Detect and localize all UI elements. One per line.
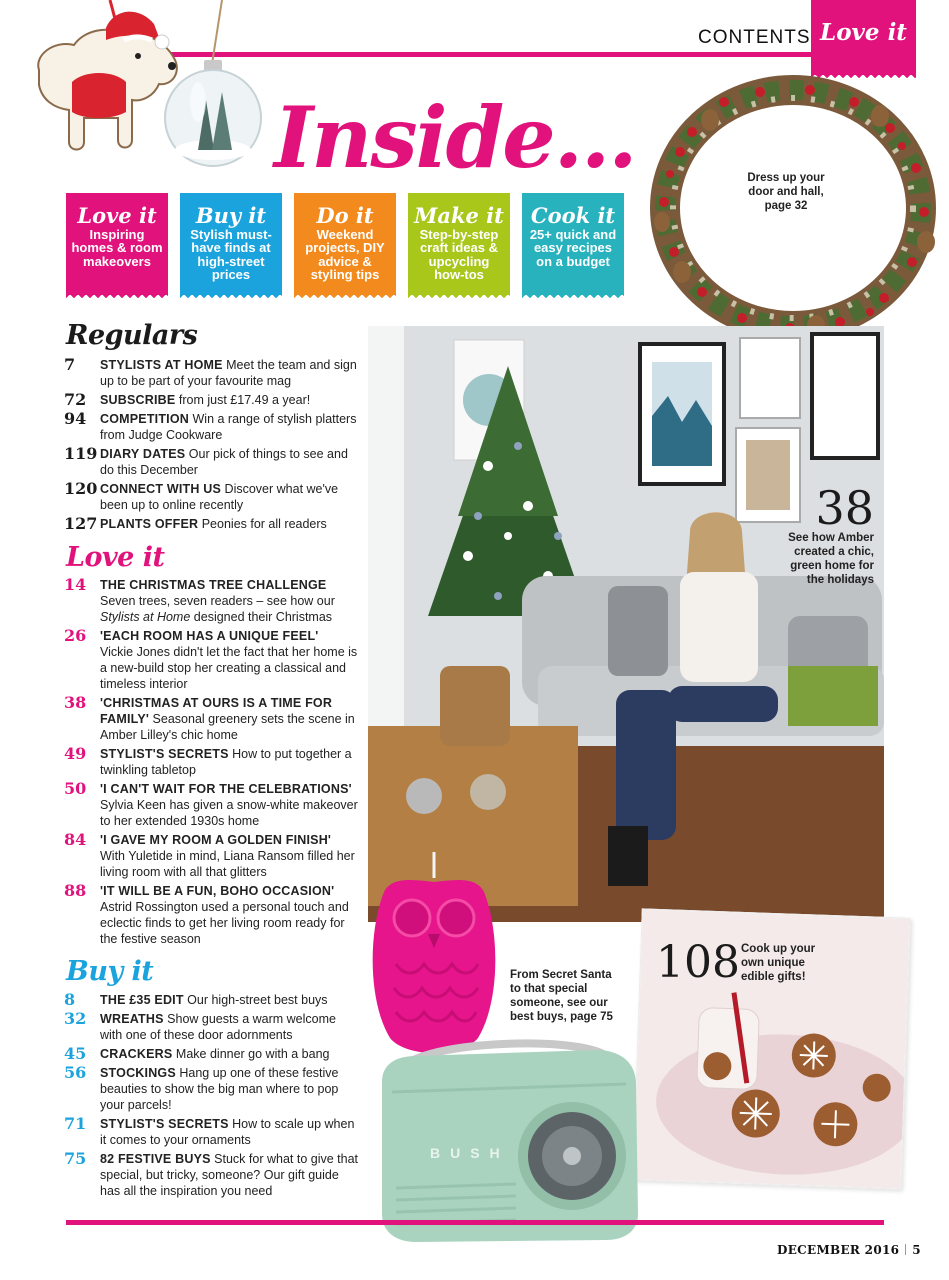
item-heading: 'I GAVE MY ROOM A GOLDEN FINISH' <box>100 833 332 847</box>
section-heading-regulars: Regulars <box>66 320 198 351</box>
item-heading: PLANTS OFFER <box>100 517 199 531</box>
page-number: 120 <box>64 479 98 498</box>
bush-radio-image <box>376 1018 646 1244</box>
list-item[interactable] <box>64 392 360 408</box>
page-title: Inside... <box>274 88 636 187</box>
item-heading: CONNECT WITH US <box>100 482 222 496</box>
buy-it-list <box>64 992 360 1202</box>
cookie-callout-text: Cook up your own unique edible gifts! <box>741 943 816 983</box>
item-description: How to put together a twinkling tabletop <box>100 747 352 777</box>
page-number: 49 <box>64 744 87 763</box>
item-heading: WREATHS <box>100 1012 164 1026</box>
snow-globe-ornament-image <box>160 0 270 175</box>
page-number: 14 <box>64 575 87 594</box>
page-number: 38 <box>64 693 87 712</box>
page-number: 26 <box>64 626 87 645</box>
tab-title: Make it <box>414 203 504 228</box>
tab-love-it[interactable] <box>66 193 168 295</box>
page-number: 72 <box>64 390 87 409</box>
list-item[interactable] <box>64 832 360 880</box>
item-description: Meet the team and sign up to be part of your favourite mag <box>100 358 357 388</box>
regulars-list <box>64 357 360 535</box>
item-description: Peonies for all readers <box>201 517 327 531</box>
page-number: 7 <box>64 355 76 374</box>
callout-text: See how Amber created a chic, green home for the holidays <box>788 532 874 586</box>
list-item[interactable] <box>64 992 360 1008</box>
list-item[interactable] <box>64 516 360 532</box>
item-heading: SUBSCRIBE <box>100 393 176 407</box>
page-number: 84 <box>64 830 87 849</box>
tab-buy-it[interactable] <box>180 193 282 295</box>
page-number: 88 <box>64 881 87 900</box>
tab-make-it[interactable] <box>408 193 510 295</box>
item-description: Vickie Jones didn't let the fact that her home is a new-build stop her creating a classical and timeless interior <box>100 645 358 691</box>
tab-cook-it[interactable] <box>522 193 624 295</box>
living-room-illustration <box>368 326 884 922</box>
tab-description: Step-by-step craft ideas & upcycling how-tos <box>419 227 499 283</box>
list-item[interactable] <box>64 1151 360 1199</box>
item-description: Win a range of stylish platters from Judge Cookware <box>100 412 357 442</box>
item-description: How to scale up when it comes to your ornaments <box>100 1117 355 1147</box>
issue-label: DECEMBER 2016 <box>777 1243 900 1257</box>
item-heading: STOCKINGS <box>100 1066 176 1080</box>
tab-description: Inspiring homes & room makeovers <box>71 227 163 269</box>
list-item[interactable] <box>64 357 360 389</box>
section-flag-label: Love it <box>820 19 907 46</box>
radio-brand-label: BUSH <box>430 1145 510 1161</box>
list-item[interactable] <box>64 746 360 778</box>
item-description: designed their Christmas <box>190 610 333 624</box>
item-description: Show guests a warm welcome with one of these door adornments <box>100 1012 336 1042</box>
page-number: 75 <box>64 1149 87 1168</box>
item-description-emphasis: Stylists at Home <box>100 610 191 624</box>
item-description: With Yuletide in mind, Liana Ransom filled her living room with all that glitters <box>100 849 355 879</box>
item-description: Stuck for what to give that special, but tricky, someone? Our gift guide has all the inspiration you need <box>100 1152 358 1198</box>
list-item[interactable] <box>64 481 360 513</box>
item-description: from just £17.49 a year! <box>178 393 311 407</box>
list-item[interactable] <box>64 446 360 478</box>
footer <box>777 1243 921 1257</box>
page-number: 8 <box>64 990 76 1009</box>
section-flag <box>811 0 916 75</box>
tab-description: Weekend projects, DIY advice & styling tips <box>305 227 385 283</box>
item-heading: STYLIST'S SECRETS <box>100 1117 229 1131</box>
item-heading: 'CHRISTMAS AT OURS IS A TIME FOR FAMILY' <box>100 696 333 726</box>
item-description: Seven trees, seven readers – see how our <box>100 594 335 608</box>
contents-label: CONTENTS <box>698 27 811 48</box>
list-item[interactable] <box>64 628 360 692</box>
list-item[interactable] <box>64 1011 360 1043</box>
callout-page-number: 38 <box>815 481 874 535</box>
room-callout <box>782 481 874 587</box>
santa-caption: From Secret Santa to that special someone, see our best buys, page 75 <box>510 969 613 1023</box>
item-description: Make dinner go with a bang <box>175 1047 330 1061</box>
item-heading: CRACKERS <box>100 1047 173 1061</box>
item-heading: 'IT WILL BE A FUN, BOHO OCCASION' <box>100 884 335 898</box>
item-heading: DIARY DATES <box>100 447 186 461</box>
tab-title: Love it <box>77 203 157 228</box>
item-description: Sylvia Keen has given a snow-white makeover to her extended 1930s home <box>100 798 358 828</box>
item-heading: THE CHRISTMAS TREE CHALLENGE <box>100 578 327 592</box>
section-heading-buy-it: Buy it <box>66 956 154 987</box>
list-item[interactable] <box>64 1116 360 1148</box>
item-description: Our high-street best buys <box>187 993 328 1007</box>
tab-title: Buy it <box>195 203 267 228</box>
list-item[interactable] <box>64 781 360 829</box>
item-heading: 82 FESTIVE BUYS <box>100 1152 211 1166</box>
item-heading: STYLIST'S SECRETS <box>100 747 229 761</box>
page-number: 45 <box>64 1044 87 1063</box>
page-number: 56 <box>64 1063 87 1082</box>
page-number-footer: 5 <box>912 1243 921 1257</box>
page-number: 50 <box>64 779 87 798</box>
item-description: Seasonal greenery sets the scene in Amber Lilley's chic home <box>100 712 355 742</box>
tab-title: Cook it <box>530 203 616 228</box>
tab-do-it[interactable] <box>294 193 396 295</box>
item-description: Astrid Rossington used a personal touch and eclectic finds to get her living room ready for the festive season <box>100 900 349 946</box>
item-heading: COMPETITION <box>100 412 190 426</box>
tab-title: Do it <box>316 203 374 228</box>
item-heading: THE £35 EDIT <box>100 993 184 1007</box>
list-item[interactable] <box>64 883 360 947</box>
love-it-list <box>64 577 360 950</box>
cookie-callout-number: 108 <box>656 937 740 988</box>
list-item[interactable] <box>64 1046 360 1062</box>
tab-description: Stylish must-have finds at high-street prices <box>190 227 272 283</box>
section-heading-love-it: Love it <box>66 542 165 573</box>
list-item[interactable] <box>64 1065 360 1113</box>
wreath-caption: Dress up your door and hall, page 32 <box>747 172 825 212</box>
item-heading: 'I CAN'T WAIT FOR THE CELEBRATIONS' <box>100 782 352 796</box>
living-room-photo <box>368 326 884 922</box>
list-item[interactable] <box>64 411 360 443</box>
tab-description: 25+ quick and easy recipes on a budget <box>529 227 617 269</box>
item-description: Discover what we've been up to online recently <box>100 482 339 512</box>
page-number: 94 <box>64 409 87 428</box>
page-number: 32 <box>64 1009 87 1028</box>
page-number: 127 <box>64 514 98 533</box>
list-item[interactable] <box>64 577 360 625</box>
list-item[interactable] <box>64 695 360 743</box>
item-description: Hang up one of these festive beauties to show the big man where to pop your parcels! <box>100 1066 339 1112</box>
item-description: Our pick of things to see and do this December <box>100 447 348 477</box>
footer-divider <box>905 1244 906 1255</box>
page-number: 119 <box>64 444 98 463</box>
item-heading: STYLISTS AT HOME <box>100 358 223 372</box>
bottom-rule <box>66 1220 884 1225</box>
item-heading: 'EACH ROOM HAS A UNIQUE FEEL' <box>100 629 319 643</box>
page-number: 71 <box>64 1114 87 1133</box>
